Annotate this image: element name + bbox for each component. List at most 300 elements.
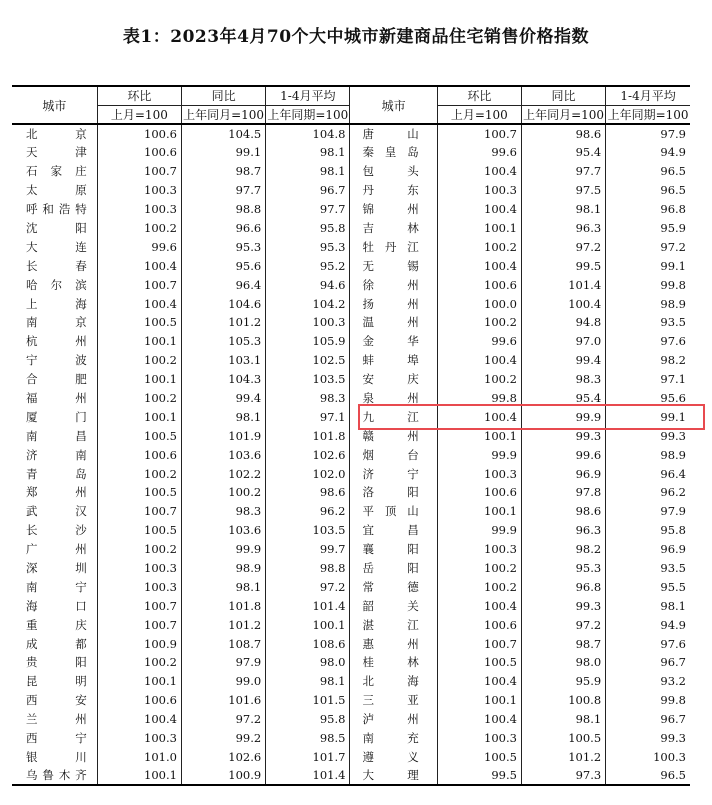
table-row	[12, 577, 690, 596]
avg-value-2: 98.2	[606, 351, 690, 370]
mom-value: 100.7	[97, 615, 181, 634]
yoy-value: 95.6	[181, 256, 265, 275]
city-name-2	[350, 124, 437, 143]
avg-value-2: 97.9	[606, 502, 690, 521]
city-name-2	[350, 540, 437, 559]
city-name	[12, 124, 97, 143]
city-name-2-text: 安庆	[362, 372, 419, 387]
city-name-2-text: 桂林	[362, 655, 419, 670]
mom-value: 100.7	[97, 162, 181, 181]
yoy-value-2: 96.9	[521, 464, 605, 483]
mom-value-2: 99.9	[437, 445, 521, 464]
mom-value-2: 100.2	[437, 559, 521, 578]
mom-value: 100.5	[97, 521, 181, 540]
city-name-2-text: 济宁	[362, 466, 419, 481]
city-name-2	[350, 200, 437, 219]
city-name-2	[350, 634, 437, 653]
avg-value: 96.2	[266, 502, 350, 521]
city-name-2-text: 遵义	[362, 749, 419, 764]
city-name-2-text: 泸州	[362, 712, 419, 727]
table-row	[12, 256, 690, 275]
city-name-text: 南宁	[26, 579, 87, 594]
yoy-value: 101.2	[181, 313, 265, 332]
table-row	[12, 559, 690, 578]
city-name-text: 南昌	[26, 428, 87, 443]
yoy-value-2: 101.2	[521, 748, 605, 767]
avg-value: 101.7	[266, 748, 350, 767]
city-name-text: 西安	[26, 693, 87, 708]
yoy-value-2: 96.8	[521, 577, 605, 596]
yoy-value-2: 98.0	[521, 653, 605, 672]
mom-value-2: 99.6	[437, 332, 521, 351]
city-name-text: 重庆	[26, 617, 87, 632]
city-name-2-text: 扬州	[362, 296, 419, 311]
mom-value: 100.5	[97, 426, 181, 445]
price-index-table	[12, 85, 690, 786]
avg-value-2: 97.6	[606, 634, 690, 653]
city-name-2-text: 南充	[362, 731, 419, 746]
city-name	[12, 672, 97, 691]
avg-value: 102.6	[266, 445, 350, 464]
mom-value-2: 100.4	[437, 596, 521, 615]
yoy-value-2: 97.8	[521, 483, 605, 502]
mom-value-2: 100.1	[437, 426, 521, 445]
city-name-text: 北京	[26, 127, 87, 141]
mom-value: 100.1	[97, 332, 181, 351]
avg-value: 97.1	[266, 407, 350, 426]
yoy-value-2: 98.6	[521, 502, 605, 521]
header-yoy-base: 上年同月=100	[181, 105, 265, 124]
city-name-2	[350, 294, 437, 313]
mom-value-2: 100.1	[437, 219, 521, 238]
city-name-2	[350, 275, 437, 294]
city-name-2-text: 惠州	[362, 636, 419, 651]
mom-value-2: 100.4	[437, 672, 521, 691]
table-row	[12, 143, 690, 162]
city-name-2-text: 泉州	[362, 391, 419, 406]
header-avg-base: 上年同期=100	[266, 105, 350, 124]
city-name-2	[350, 407, 437, 426]
city-name-2	[350, 351, 437, 370]
city-name-2-text: 九江	[362, 409, 419, 424]
city-name-2-text: 包头	[362, 164, 419, 179]
mom-value-2: 100.5	[437, 653, 521, 672]
mom-value: 100.4	[97, 256, 181, 275]
header-yoy-2: 同比	[521, 86, 605, 105]
avg-value: 98.1	[266, 143, 350, 162]
city-name-text: 合肥	[26, 372, 87, 387]
mom-value: 100.7	[97, 596, 181, 615]
city-name-2	[350, 615, 437, 634]
city-name-2	[350, 502, 437, 521]
yoy-value-2: 98.1	[521, 710, 605, 729]
table-row	[12, 634, 690, 653]
avg-value: 103.5	[266, 370, 350, 389]
city-name-2-text: 北海	[362, 674, 419, 689]
mom-value-2: 100.7	[437, 124, 521, 143]
city-name	[12, 540, 97, 559]
avg-value: 102.5	[266, 351, 350, 370]
city-name-2-text: 韶关	[362, 598, 419, 613]
city-name	[12, 351, 97, 370]
avg-value: 98.1	[266, 162, 350, 181]
yoy-value: 108.7	[181, 634, 265, 653]
yoy-value-2: 96.3	[521, 521, 605, 540]
yoy-value-2: 99.3	[521, 426, 605, 445]
avg-value-2: 99.3	[606, 426, 690, 445]
city-name-2-text: 三亚	[362, 693, 419, 708]
yoy-value-2: 101.4	[521, 275, 605, 294]
yoy-value: 96.4	[181, 275, 265, 294]
city-name-text: 天津	[26, 145, 87, 160]
city-name-text: 南京	[26, 315, 87, 330]
avg-value-2: 99.8	[606, 691, 690, 710]
avg-value: 98.5	[266, 729, 350, 748]
table-row	[12, 502, 690, 521]
yoy-value-2: 97.7	[521, 162, 605, 181]
avg-value-2: 94.9	[606, 143, 690, 162]
city-name-2-text: 金华	[362, 334, 419, 349]
city-name	[12, 748, 97, 767]
mom-value-2: 100.4	[437, 162, 521, 181]
city-name-2	[350, 653, 437, 672]
yoy-value: 102.2	[181, 464, 265, 483]
mom-value: 100.1	[97, 766, 181, 785]
mom-value-2: 100.1	[437, 502, 521, 521]
mom-value: 100.3	[97, 181, 181, 200]
avg-value-2: 98.1	[606, 596, 690, 615]
table-row	[12, 691, 690, 710]
header-yoy: 同比	[181, 86, 265, 105]
mom-value: 100.6	[97, 691, 181, 710]
city-name	[12, 521, 97, 540]
avg-value: 99.7	[266, 540, 350, 559]
city-name-2	[350, 672, 437, 691]
yoy-value: 98.1	[181, 407, 265, 426]
mom-value-2: 100.0	[437, 294, 521, 313]
mom-value-2: 99.8	[437, 389, 521, 408]
yoy-value-2: 95.3	[521, 559, 605, 578]
city-name-2	[350, 181, 437, 200]
table-row	[12, 389, 690, 408]
city-name-2	[350, 370, 437, 389]
city-name	[12, 766, 97, 785]
yoy-value-2: 98.3	[521, 370, 605, 389]
city-name-text: 上海	[26, 296, 87, 311]
yoy-value-2: 98.7	[521, 634, 605, 653]
yoy-value-2: 95.4	[521, 389, 605, 408]
city-name-2	[350, 332, 437, 351]
mom-value-2: 100.2	[437, 577, 521, 596]
mom-value: 100.3	[97, 200, 181, 219]
table-title: 表1：2023年4月70个大中城市新建商品住宅销售价格指数	[122, 27, 590, 47]
avg-value-2: 96.2	[606, 483, 690, 502]
yoy-value-2: 97.2	[521, 237, 605, 256]
mom-value-2: 99.9	[437, 521, 521, 540]
table-body	[12, 124, 690, 785]
city-name-text: 乌鲁木齐	[26, 768, 87, 783]
header-mom-2: 环比	[437, 86, 521, 105]
avg-value: 104.2	[266, 294, 350, 313]
mom-value-2: 100.5	[437, 748, 521, 767]
avg-value: 96.7	[266, 181, 350, 200]
city-name	[12, 691, 97, 710]
yoy-value-2: 99.3	[521, 596, 605, 615]
city-name	[12, 237, 97, 256]
city-name-2	[350, 729, 437, 748]
city-name-2	[350, 577, 437, 596]
avg-value-2: 96.8	[606, 200, 690, 219]
city-name-text: 昆明	[26, 674, 87, 689]
avg-value: 95.8	[266, 219, 350, 238]
city-name-2-text: 秦皇岛	[362, 145, 419, 160]
city-name-text: 厦门	[26, 409, 87, 424]
mom-value-2: 100.3	[437, 181, 521, 200]
yoy-value-2: 96.3	[521, 219, 605, 238]
city-name	[12, 464, 97, 483]
city-name-2-text: 吉林	[362, 221, 419, 235]
table-row	[12, 540, 690, 559]
avg-value: 100.1	[266, 615, 350, 634]
avg-value-2: 96.7	[606, 710, 690, 729]
avg-value: 94.6	[266, 275, 350, 294]
yoy-value-2: 100.4	[521, 294, 605, 313]
avg-value-2: 99.1	[606, 256, 690, 275]
header-city-2: 城市	[350, 86, 437, 124]
city-name	[12, 445, 97, 464]
yoy-value: 102.6	[181, 748, 265, 767]
table-row	[12, 748, 690, 767]
mom-value: 100.1	[97, 672, 181, 691]
avg-value-2: 99.1	[606, 407, 690, 426]
mom-value-2: 100.6	[437, 615, 521, 634]
avg-value: 98.6	[266, 483, 350, 502]
avg-value-2: 97.6	[606, 332, 690, 351]
table-row	[12, 370, 690, 389]
avg-value: 101.8	[266, 426, 350, 445]
avg-value-2: 99.3	[606, 729, 690, 748]
yoy-value: 97.9	[181, 653, 265, 672]
mom-value-2: 100.3	[437, 464, 521, 483]
mom-value-2: 100.4	[437, 351, 521, 370]
table-row	[12, 615, 690, 634]
city-name	[12, 596, 97, 615]
avg-value-2: 96.9	[606, 540, 690, 559]
mom-value: 100.5	[97, 483, 181, 502]
avg-value: 95.3	[266, 237, 350, 256]
mom-value-2: 100.4	[437, 200, 521, 219]
city-name-text: 哈尔滨	[26, 277, 87, 292]
header-avg-base-2: 上年同期=100	[606, 105, 690, 124]
yoy-value: 97.7	[181, 181, 265, 200]
table-row	[12, 332, 690, 351]
city-name-2-text: 大理	[362, 768, 419, 783]
mom-value: 100.4	[97, 710, 181, 729]
mom-value: 100.7	[97, 502, 181, 521]
avg-value-2: 98.9	[606, 294, 690, 313]
avg-value-2: 99.8	[606, 275, 690, 294]
header-city: 城市	[12, 86, 97, 124]
mom-value-2: 100.6	[437, 275, 521, 294]
avg-value-2: 96.4	[606, 464, 690, 483]
avg-value: 100.3	[266, 313, 350, 332]
header-mom: 环比	[97, 86, 181, 105]
city-name-text: 宁波	[26, 353, 87, 368]
mom-value: 100.5	[97, 313, 181, 332]
mom-value: 100.6	[97, 143, 181, 162]
table-row	[12, 237, 690, 256]
yoy-value-2: 100.8	[521, 691, 605, 710]
table-row	[12, 426, 690, 445]
avg-value: 98.0	[266, 653, 350, 672]
yoy-value-2: 97.3	[521, 766, 605, 785]
yoy-value: 99.2	[181, 729, 265, 748]
city-name-2	[350, 464, 437, 483]
header-yoy-base-2: 上年同月=100	[521, 105, 605, 124]
city-name-2	[350, 596, 437, 615]
mom-value-2: 100.2	[437, 313, 521, 332]
mom-value: 100.1	[97, 407, 181, 426]
city-name-2	[350, 256, 437, 275]
mom-value: 100.2	[97, 653, 181, 672]
mom-value: 100.3	[97, 729, 181, 748]
city-name-2-text: 湛江	[362, 617, 419, 632]
avg-value-2: 93.5	[606, 313, 690, 332]
city-name-text: 长春	[26, 258, 87, 273]
city-name-text: 广州	[26, 542, 87, 557]
city-name	[12, 407, 97, 426]
city-name-text: 杭州	[26, 334, 87, 349]
city-name-2	[350, 710, 437, 729]
city-name	[12, 729, 97, 748]
yoy-value: 99.9	[181, 540, 265, 559]
table-row	[12, 407, 690, 426]
city-name	[12, 181, 97, 200]
avg-value-2: 94.9	[606, 615, 690, 634]
city-name-2	[350, 313, 437, 332]
avg-value: 95.8	[266, 710, 350, 729]
city-name-2-text: 温州	[362, 315, 419, 330]
mom-value: 100.9	[97, 634, 181, 653]
mom-value: 101.0	[97, 748, 181, 767]
yoy-value: 98.3	[181, 502, 265, 521]
city-name-2	[350, 748, 437, 767]
table-row	[12, 219, 690, 238]
yoy-value-2: 100.5	[521, 729, 605, 748]
avg-value: 105.9	[266, 332, 350, 351]
table-row	[12, 313, 690, 332]
city-name-2	[350, 219, 437, 238]
yoy-value: 105.3	[181, 332, 265, 351]
city-name	[12, 710, 97, 729]
yoy-value: 103.6	[181, 521, 265, 540]
city-name	[12, 332, 97, 351]
yoy-value: 97.2	[181, 710, 265, 729]
avg-value: 98.1	[266, 672, 350, 691]
table-row	[12, 445, 690, 464]
yoy-value: 104.5	[181, 124, 265, 143]
yoy-value-2: 97.2	[521, 615, 605, 634]
yoy-value: 101.2	[181, 615, 265, 634]
yoy-value-2: 99.5	[521, 256, 605, 275]
yoy-value-2: 98.6	[521, 124, 605, 143]
city-name-2	[350, 559, 437, 578]
mom-value: 100.2	[97, 219, 181, 238]
city-name-2-text: 丹东	[362, 183, 419, 198]
avg-value: 98.3	[266, 389, 350, 408]
avg-value: 97.2	[266, 577, 350, 596]
table-row	[12, 200, 690, 219]
yoy-value: 98.9	[181, 559, 265, 578]
city-name-text: 西宁	[26, 731, 87, 746]
city-name-text: 长沙	[26, 523, 87, 538]
yoy-value: 103.1	[181, 351, 265, 370]
city-name	[12, 653, 97, 672]
city-name-2	[350, 426, 437, 445]
table-row	[12, 672, 690, 691]
avg-value-2: 95.8	[606, 521, 690, 540]
avg-value-2: 96.5	[606, 766, 690, 785]
mom-value-2: 99.6	[437, 143, 521, 162]
city-name-2-text: 赣州	[362, 428, 419, 443]
avg-value: 103.5	[266, 521, 350, 540]
city-name	[12, 200, 97, 219]
yoy-value-2: 99.4	[521, 351, 605, 370]
city-name-2	[350, 483, 437, 502]
city-name	[12, 275, 97, 294]
yoy-value-2: 95.9	[521, 672, 605, 691]
yoy-value: 98.7	[181, 162, 265, 181]
table-row	[12, 766, 690, 785]
city-name	[12, 426, 97, 445]
table-row	[12, 181, 690, 200]
yoy-value: 99.0	[181, 672, 265, 691]
city-name-text: 深圳	[26, 561, 87, 576]
city-name	[12, 634, 97, 653]
city-name-text: 石家庄	[26, 164, 87, 179]
city-name-2	[350, 162, 437, 181]
city-name-2	[350, 521, 437, 540]
avg-value: 101.5	[266, 691, 350, 710]
yoy-value-2: 98.2	[521, 540, 605, 559]
avg-value-2: 96.5	[606, 162, 690, 181]
city-name-2-text: 锦州	[362, 202, 419, 217]
mom-value-2: 100.1	[437, 691, 521, 710]
city-name-2-text: 无锡	[362, 258, 419, 273]
header-avg: 1-4月平均	[266, 86, 350, 105]
yoy-value-2: 99.6	[521, 445, 605, 464]
table-row	[12, 653, 690, 672]
yoy-value: 100.9	[181, 766, 265, 785]
table-row	[12, 596, 690, 615]
yoy-value-2: 94.8	[521, 313, 605, 332]
yoy-value: 104.6	[181, 294, 265, 313]
yoy-value: 96.6	[181, 219, 265, 238]
city-name	[12, 559, 97, 578]
city-name-2-text: 宜昌	[362, 523, 419, 538]
header-mom-base-2: 上月=100	[437, 105, 521, 124]
mom-value-2: 100.6	[437, 483, 521, 502]
mom-value: 100.2	[97, 351, 181, 370]
avg-value-2: 97.9	[606, 124, 690, 143]
avg-value: 97.7	[266, 200, 350, 219]
yoy-value: 101.6	[181, 691, 265, 710]
yoy-value-2: 97.5	[521, 181, 605, 200]
city-name-text: 贵阳	[26, 655, 87, 670]
header-avg-2: 1-4月平均	[606, 86, 690, 105]
mom-value-2: 100.7	[437, 634, 521, 653]
yoy-value: 99.4	[181, 389, 265, 408]
